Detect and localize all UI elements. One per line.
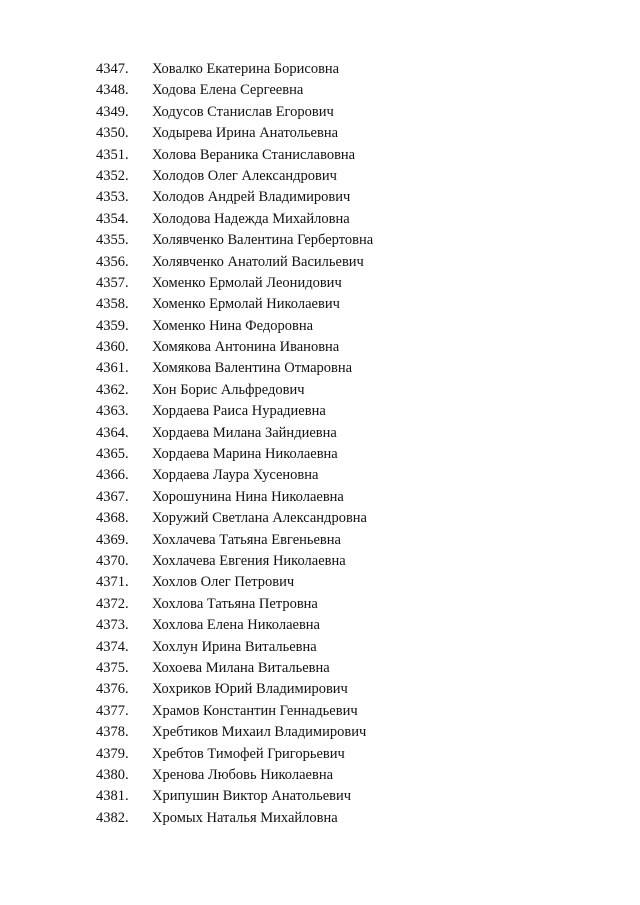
entry-number: 4367. [96, 488, 129, 505]
entry-name: Хордаева Раиса Нурадиевна [152, 403, 326, 420]
list-item [96, 658, 373, 679]
entry-name: Холявченко Валентина Гербертовна [152, 232, 374, 249]
entry-name: Ходусов Станислав Егорович [152, 103, 334, 120]
entry-number: 4379. [96, 745, 129, 762]
entry-number: 4369. [96, 531, 129, 548]
entry-number: 4348. [96, 82, 129, 99]
entry-number: 4357. [96, 274, 129, 291]
entry-number: 4360. [96, 339, 129, 356]
entry-name: Хохриков Юрий Владимирович [152, 681, 348, 698]
entry-number: 4350. [96, 125, 129, 142]
list-item [96, 722, 373, 743]
entry-name: Холова Вераника Станиславовна [152, 146, 356, 163]
list-item [96, 679, 373, 700]
list-item [96, 145, 373, 166]
entry-name: Хомякова Валентина Отмаровна [152, 360, 353, 377]
entry-name: Хохлова Татьяна Петровна [152, 595, 318, 612]
entry-number: 4378. [96, 724, 129, 741]
entry-number: 4365. [96, 446, 129, 463]
entry-name: Хоменко Нина Федоровна [152, 317, 314, 334]
entry-number: 4351. [96, 146, 129, 163]
entry-name: Хорошунина Нина Николаевна [152, 488, 344, 505]
list-item [96, 230, 373, 251]
entry-name: Хоменко Ермолай Николаевич [152, 296, 340, 313]
entry-number: 4354. [96, 210, 129, 227]
entry-number: 4374. [96, 638, 129, 655]
list-item [96, 551, 373, 572]
list-item [96, 423, 373, 444]
entry-number: 4362. [96, 381, 129, 398]
entry-name: Хрипушин Виктор Анатольевич [152, 788, 352, 805]
entry-name: Хромых Наталья Михайловна [152, 809, 338, 826]
list-item [96, 744, 373, 765]
list-item [96, 294, 373, 315]
list-item [96, 508, 373, 529]
list-item [96, 808, 373, 829]
entry-number: 4380. [96, 766, 129, 783]
entry-number: 4349. [96, 103, 129, 120]
entry-name: Хохлачева Татьяна Евгеньевна [152, 531, 341, 548]
list-item [96, 80, 373, 101]
name-list [96, 59, 373, 829]
entry-number: 4355. [96, 232, 129, 249]
entry-name: Хоружий Светлана Александровна [152, 510, 367, 527]
list-item [96, 380, 373, 401]
entry-name: Холодов Олег Александрович [152, 167, 337, 184]
entry-number: 4381. [96, 788, 129, 805]
list-item [96, 102, 373, 123]
entry-number: 4356. [96, 253, 129, 270]
entry-number: 4371. [96, 574, 129, 591]
entry-number: 4364. [96, 424, 129, 441]
entry-name: Хохлачева Евгения Николаевна [152, 552, 346, 569]
entry-name: Хордаева Милана Зайндиевна [152, 424, 337, 441]
entry-number: 4372. [96, 595, 129, 612]
entry-name: Хохлова Елена Николаевна [152, 617, 320, 634]
entry-name: Холодов Андрей Владимирович [152, 189, 351, 206]
entry-number: 4361. [96, 360, 129, 377]
entry-number: 4353. [96, 189, 129, 206]
list-item [96, 765, 373, 786]
entry-number: 4370. [96, 552, 129, 569]
entry-name: Ходырева Ирина Анатольевна [152, 125, 339, 142]
list-item [96, 401, 373, 422]
list-item [96, 572, 373, 593]
entry-name: Хохлун Ирина Витальевна [152, 638, 317, 655]
entry-number: 4375. [96, 659, 129, 676]
list-item [96, 615, 373, 636]
entry-name: Холявченко Анатолий Васильевич [152, 253, 364, 270]
entry-number: 4347. [96, 61, 129, 77]
list-item [96, 316, 373, 337]
list-item [96, 465, 373, 486]
entry-name: Хомякова Антонина Ивановна [152, 339, 340, 356]
entry-name: Холодова Надежда Михайловна [152, 210, 350, 227]
entry-name: Ховалко Екатерина Борисовна [152, 61, 340, 77]
entry-name: Хренова Любовь Николаевна [152, 766, 334, 783]
list-item [96, 487, 373, 508]
entry-name: Хребтов Тимофей Григорьевич [152, 745, 345, 762]
entry-name: Хохлов Олег Петрович [152, 574, 295, 591]
list-item [96, 252, 373, 273]
list-item [96, 337, 373, 358]
entry-name: Хохоева Милана Витальевна [152, 659, 330, 676]
entry-number: 4358. [96, 296, 129, 313]
entry-name: Хоменко Ермолай Леонидович [152, 274, 342, 291]
list-item [96, 123, 373, 144]
entry-name: Ходова Елена Сергеевна [152, 82, 304, 99]
entry-number: 4382. [96, 809, 129, 826]
entry-name: Хордаева Марина Николаевна [152, 446, 338, 463]
list-item [96, 444, 373, 465]
list-item [96, 59, 373, 80]
entry-number: 4368. [96, 510, 129, 527]
list-item [96, 187, 373, 208]
list-item [96, 786, 373, 807]
list-item [96, 530, 373, 551]
entry-name: Хон Борис Альфредович [152, 381, 305, 398]
entry-name: Хребтиков Михаил Владимирович [152, 724, 367, 741]
entry-number: 4352. [96, 167, 129, 184]
entry-number: 4363. [96, 403, 129, 420]
entry-name: Хордаева Лаура Хусеновна [152, 467, 319, 484]
list-item [96, 209, 373, 230]
entry-name: Храмов Константин Геннадьевич [152, 702, 358, 719]
list-item [96, 166, 373, 187]
list-item [96, 594, 373, 615]
entry-number: 4366. [96, 467, 129, 484]
entry-number: 4359. [96, 317, 129, 334]
entry-number: 4377. [96, 702, 129, 719]
list-item [96, 273, 373, 294]
list-item [96, 637, 373, 658]
entry-number: 4373. [96, 617, 129, 634]
list-item [96, 701, 373, 722]
list-item [96, 358, 373, 379]
entry-number: 4376. [96, 681, 129, 698]
